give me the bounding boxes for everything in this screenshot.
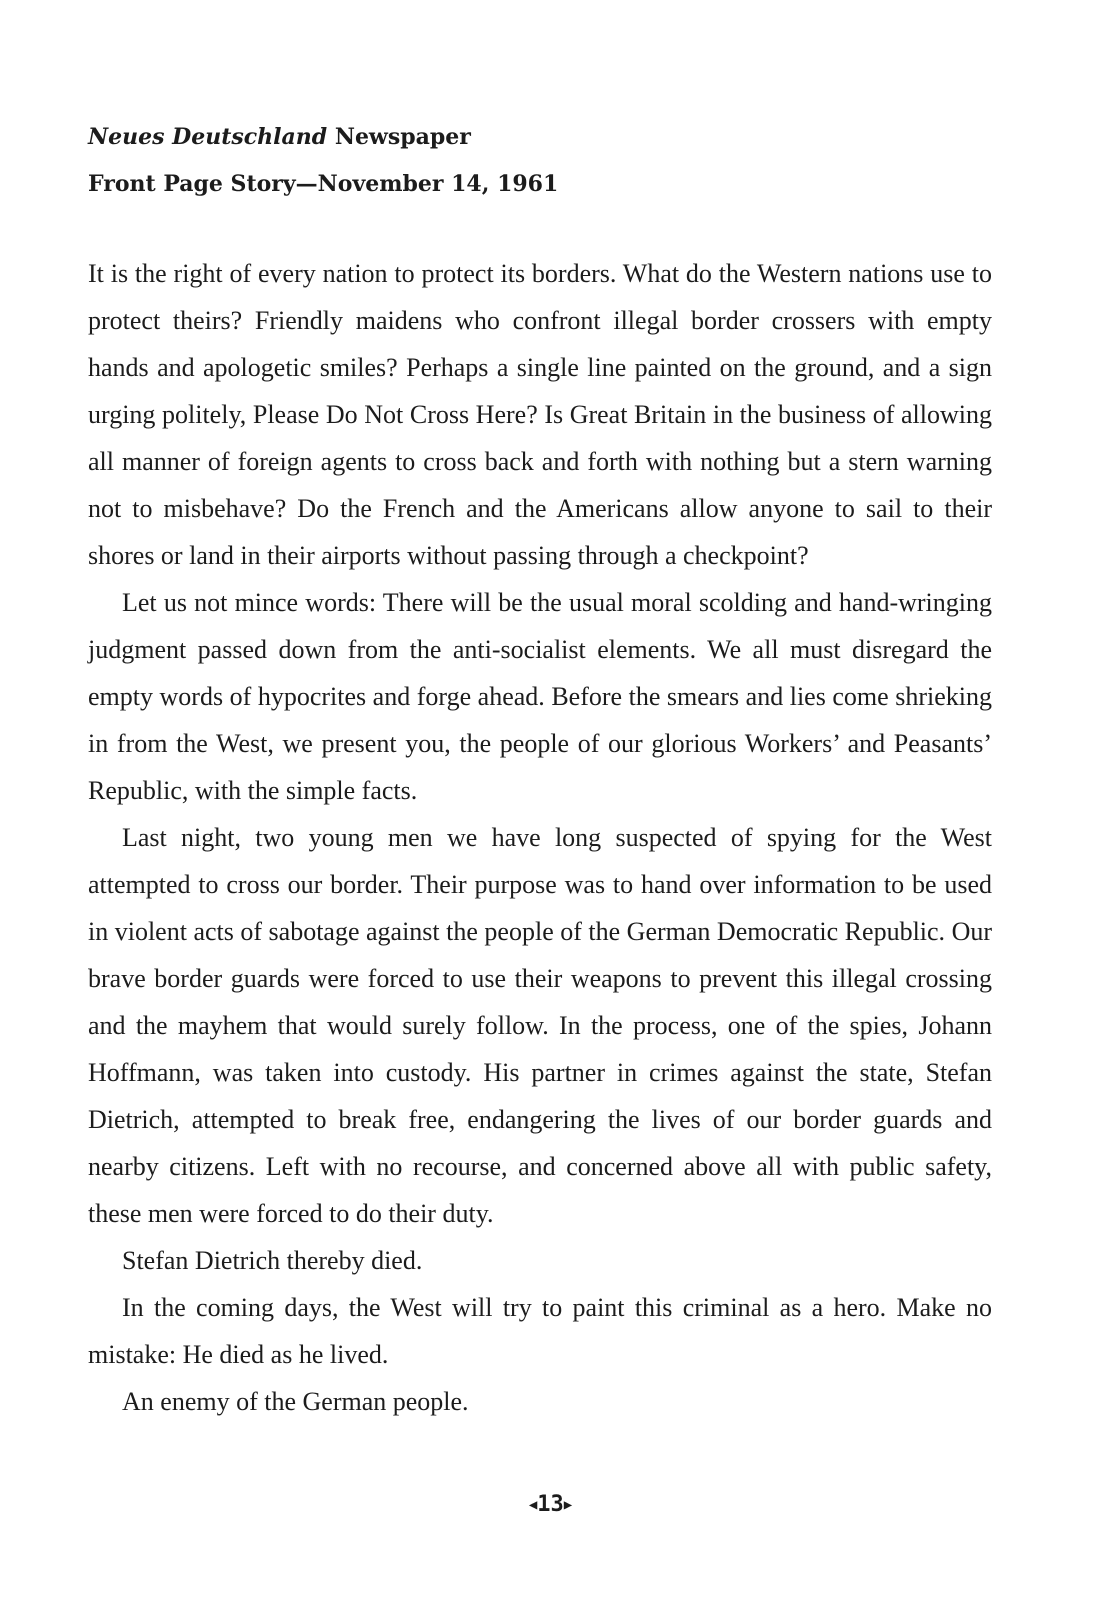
paragraph: Last night, two young men we have long suspected of spying for the West attempted to cross our border. Their purpose was to hand over information to be used in violent acts of sabotage against the people of the German Democratic Republic. Our brave border guards were forced to use their weapons to prevent this illegal crossing and the mayhem that would surely follow. In the process, one of the spies, Johann Hoffmann, was taken into custody. His partner in crimes against the state, Stefan Dietrich, attempted to break free, endangering the lives of our border guards and nearby citizens. Left with no recourse, and concerned above all with public safety, these men were forced to do their duty. (88, 823, 992, 1228)
newspaper-suffix: Newspaper (334, 124, 471, 150)
paragraph: Stefan Dietrich thereby died. (122, 1246, 423, 1275)
article-body (88, 250, 992, 1425)
right-triangle-icon: ▶ (563, 1497, 573, 1513)
newspaper-line (88, 114, 1008, 161)
newspaper-name: Neues Deutschland (88, 124, 328, 150)
story-line: Front Page Story—November 14, 1961 (88, 171, 559, 197)
page-number: 13 (537, 1492, 564, 1517)
article-heading (88, 114, 1008, 208)
left-triangle-icon: ◀ (528, 1497, 538, 1513)
paragraph: It is the right of every nation to protect its borders. What do the Western nations use to protect theirs? Friendly maidens who confront illegal border crossers with empty hands and apologetic smiles? Perhaps a single line painted on the ground, and a sign urging politely, Please Do Not Cross Here? Is Great Britain in the business of allowing all manner of foreign agents to cross back and forth with nothing but a stern warning not to misbehave? Do the French and the Americans allow anyone to sail to their shores or land in their airports without passing through a checkpoint? (88, 259, 992, 570)
paragraph: Let us not mince words: There will be the usual moral scolding and hand-wringing judgment passed down from the anti-socialist elements. We all must disregard the empty words of hypocrites and forge ahead. Before the smears and lies come shrieking in from the West, we present you, the people of our glorious Workers’ and Peasants’ Republic, with the simple facts. (88, 588, 992, 805)
page-folio (0, 1490, 1101, 1520)
paragraph: An enemy of the German people. (122, 1387, 469, 1416)
paragraph: In the coming days, the West will try to paint this criminal as a hero. Make no mistake: He died as he lived. (88, 1293, 992, 1369)
